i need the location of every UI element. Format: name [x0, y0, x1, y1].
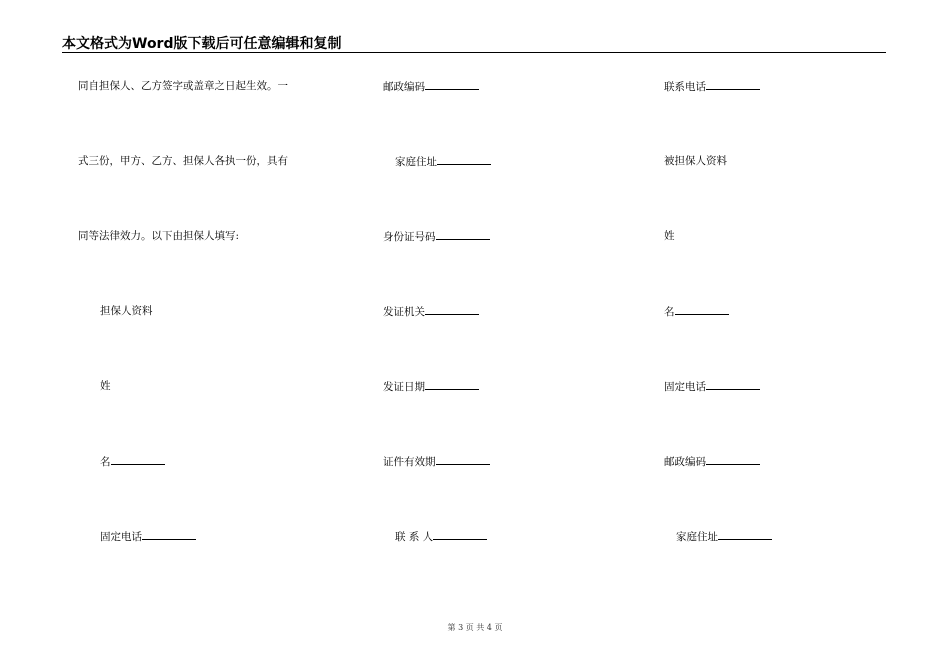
guaranteed-phone-blank	[706, 379, 760, 390]
id-number-blank	[436, 229, 490, 240]
document-header-title: 本文格式为Word版下载后可任意编辑和复制	[62, 36, 342, 52]
guaranteed-surname-label: 姓	[664, 230, 675, 242]
guaranteed-name-field	[664, 304, 729, 319]
id-number-field	[383, 229, 490, 244]
id-validity-field	[383, 454, 490, 469]
guaranteed-address-label: 家庭住址	[676, 531, 718, 543]
contact-person-label: 联 系 人	[395, 531, 434, 543]
home-address-label: 家庭住址	[395, 156, 437, 168]
contact-person-blank	[433, 529, 487, 540]
guarantor-info-heading: 担保人资料	[100, 305, 153, 317]
guarantor-name-field	[78, 454, 165, 469]
guaranteed-phone-field	[664, 379, 760, 394]
body-text-line-1: 同自担保人、乙方签字或盖章之日起生效。一	[78, 80, 288, 92]
contact-phone-label: 联系电话	[664, 81, 706, 93]
guaranteed-address-blank	[718, 529, 772, 540]
guaranteed-name-label: 名	[664, 306, 675, 318]
guarantor-phone-field	[78, 529, 196, 544]
postal-code-field	[383, 79, 479, 94]
home-address-blank	[437, 154, 491, 165]
body-text-line-2: 式三份，甲方、乙方、担保人各执一份，具有	[78, 155, 288, 167]
issuing-authority-field	[383, 304, 479, 319]
guaranteed-name-blank	[675, 304, 729, 315]
postal-code-label: 邮政编码	[383, 81, 425, 93]
contact-person-field	[383, 529, 487, 544]
id-validity-blank	[436, 454, 490, 465]
page-number-footer: 第 3 页 共 4 页	[447, 623, 503, 632]
guarantor-surname-label: 姓	[100, 380, 111, 392]
issue-date-blank	[425, 379, 479, 390]
body-text-line-3: 同等法律效力。以下由担保人填写:	[78, 230, 240, 242]
issuing-authority-label: 发证机关	[383, 306, 425, 318]
guaranteed-postal-code-blank	[706, 454, 760, 465]
issue-date-field	[383, 379, 479, 394]
guarantor-phone-blank	[142, 529, 196, 540]
postal-code-blank	[425, 79, 479, 90]
guaranteed-postal-code-label: 邮政编码	[664, 456, 706, 468]
id-validity-label: 证件有效期	[383, 456, 436, 468]
guaranteed-person-info-heading: 被担保人资料	[664, 155, 727, 167]
issue-date-label: 发证日期	[383, 381, 425, 393]
issuing-authority-blank	[425, 304, 479, 315]
guaranteed-phone-label: 固定电话	[664, 381, 706, 393]
guaranteed-postal-code-field	[664, 454, 760, 469]
guarantor-name-blank	[111, 454, 165, 465]
contact-phone-blank	[706, 79, 760, 90]
guarantor-phone-label: 固定电话	[100, 531, 142, 543]
id-number-label: 身份证号码	[383, 231, 436, 243]
guaranteed-address-field	[664, 529, 772, 544]
guarantor-name-label: 名	[100, 456, 111, 468]
contact-phone-field	[664, 79, 760, 94]
home-address-field	[383, 154, 491, 169]
header-divider	[62, 52, 886, 53]
